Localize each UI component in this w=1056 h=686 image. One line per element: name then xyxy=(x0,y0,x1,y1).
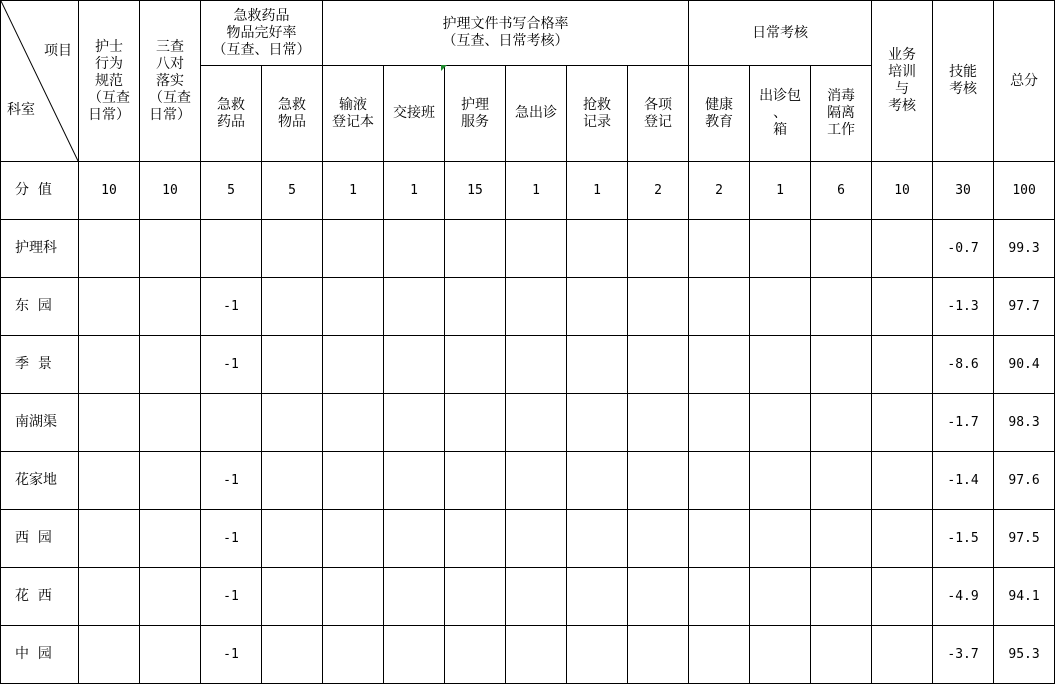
department-row xyxy=(1,626,1055,684)
empty-cell xyxy=(872,336,933,394)
empty-cell xyxy=(140,394,201,452)
empty-cell xyxy=(872,394,933,452)
department-name: 东 园 xyxy=(1,278,79,336)
empty-cell xyxy=(811,568,872,626)
empty-cell xyxy=(506,394,567,452)
empty-cell xyxy=(323,626,384,684)
empty-cell xyxy=(750,626,811,684)
empty-cell xyxy=(811,278,872,336)
empty-cell xyxy=(323,220,384,278)
empty-cell xyxy=(140,278,201,336)
empty-cell xyxy=(811,394,872,452)
empty-cell xyxy=(140,510,201,568)
empty-cell xyxy=(872,220,933,278)
empty-cell xyxy=(689,278,750,336)
emergency-drugs-deduction xyxy=(201,220,262,278)
emergency-drugs-deduction: -1 xyxy=(201,278,262,336)
empty-cell xyxy=(323,278,384,336)
emergency-drugs-deduction: -1 xyxy=(201,568,262,626)
empty-cell xyxy=(140,568,201,626)
empty-cell xyxy=(506,220,567,278)
empty-cell xyxy=(323,336,384,394)
score-value: 1 xyxy=(384,162,445,220)
skills-score: -1.5 xyxy=(933,510,994,568)
total-score: 98.3 xyxy=(994,394,1055,452)
total-score: 99.3 xyxy=(994,220,1055,278)
department-row xyxy=(1,394,1055,452)
empty-cell xyxy=(628,510,689,568)
score-value: 1 xyxy=(567,162,628,220)
empty-cell xyxy=(872,568,933,626)
score-value: 30 xyxy=(933,162,994,220)
empty-cell xyxy=(79,394,140,452)
header-handover: 交接班 xyxy=(384,66,445,162)
score-value: 10 xyxy=(872,162,933,220)
total-score: 95.3 xyxy=(994,626,1055,684)
empty-cell xyxy=(689,394,750,452)
score-row-label: 分 值 xyxy=(1,162,79,220)
department-name: 季 景 xyxy=(1,336,79,394)
skills-score: -1.7 xyxy=(933,394,994,452)
empty-cell xyxy=(445,510,506,568)
empty-cell xyxy=(506,626,567,684)
header-infusion: 输液 登记本 xyxy=(323,66,384,162)
empty-cell xyxy=(689,452,750,510)
department-row xyxy=(1,452,1055,510)
skills-score: -8.6 xyxy=(933,336,994,394)
header-emergency-visit: 急出诊 xyxy=(506,66,567,162)
empty-cell xyxy=(628,220,689,278)
empty-cell xyxy=(750,568,811,626)
empty-cell xyxy=(445,278,506,336)
skills-score: -4.9 xyxy=(933,568,994,626)
emergency-drugs-deduction: -1 xyxy=(201,452,262,510)
header-rescue-record: 抢救 记录 xyxy=(567,66,628,162)
empty-cell xyxy=(445,568,506,626)
emergency-drugs-deduction xyxy=(201,394,262,452)
empty-cell xyxy=(811,220,872,278)
empty-cell xyxy=(262,220,323,278)
empty-cell xyxy=(750,278,811,336)
empty-cell xyxy=(323,394,384,452)
empty-cell xyxy=(689,568,750,626)
empty-cell xyxy=(140,336,201,394)
score-value: 1 xyxy=(506,162,567,220)
empty-cell xyxy=(567,452,628,510)
empty-cell xyxy=(811,626,872,684)
empty-cell xyxy=(262,336,323,394)
empty-cell xyxy=(262,394,323,452)
header-disinfection: 消毒 隔离 工作 xyxy=(811,66,872,162)
empty-cell xyxy=(506,452,567,510)
total-score: 97.7 xyxy=(994,278,1055,336)
empty-cell xyxy=(628,452,689,510)
empty-cell xyxy=(811,510,872,568)
empty-cell xyxy=(506,336,567,394)
empty-cell xyxy=(872,278,933,336)
empty-cell xyxy=(750,220,811,278)
empty-cell xyxy=(750,510,811,568)
score-row xyxy=(1,162,1055,220)
empty-cell xyxy=(567,394,628,452)
empty-cell xyxy=(79,568,140,626)
corner-header-cell xyxy=(1,1,79,162)
total-score: 90.4 xyxy=(994,336,1055,394)
department-name: 花家地 xyxy=(1,452,79,510)
empty-cell xyxy=(384,394,445,452)
empty-cell xyxy=(79,510,140,568)
empty-cell xyxy=(872,510,933,568)
empty-cell xyxy=(567,278,628,336)
empty-cell xyxy=(262,278,323,336)
empty-cell xyxy=(750,336,811,394)
corner-department-label: 科室 xyxy=(7,102,35,118)
empty-cell xyxy=(628,394,689,452)
skills-score: -3.7 xyxy=(933,626,994,684)
total-score: 94.1 xyxy=(994,568,1055,626)
skills-score: -1.4 xyxy=(933,452,994,510)
header-registers: 各项 登记 xyxy=(628,66,689,162)
empty-cell xyxy=(445,394,506,452)
header-daily-group: 日常考核 xyxy=(689,1,872,66)
header-nursing-service: 护理 服务 xyxy=(445,66,506,162)
header-total: 总分 xyxy=(994,1,1055,162)
skills-score: -0.7 xyxy=(933,220,994,278)
score-value: 10 xyxy=(140,162,201,220)
diagonal-divider xyxy=(1,1,79,162)
department-name: 南湖渠 xyxy=(1,394,79,452)
empty-cell xyxy=(445,452,506,510)
empty-cell xyxy=(567,220,628,278)
empty-cell xyxy=(506,510,567,568)
empty-cell xyxy=(262,510,323,568)
empty-cell xyxy=(262,568,323,626)
empty-cell xyxy=(445,220,506,278)
score-value: 1 xyxy=(750,162,811,220)
empty-cell xyxy=(628,568,689,626)
score-value: 5 xyxy=(201,162,262,220)
empty-cell xyxy=(811,336,872,394)
empty-cell xyxy=(689,220,750,278)
emergency-drugs-deduction: -1 xyxy=(201,626,262,684)
empty-cell xyxy=(262,626,323,684)
department-row xyxy=(1,220,1055,278)
empty-cell xyxy=(872,626,933,684)
empty-cell xyxy=(750,452,811,510)
empty-cell xyxy=(323,452,384,510)
empty-cell xyxy=(689,336,750,394)
empty-cell xyxy=(689,510,750,568)
empty-cell xyxy=(384,510,445,568)
empty-cell xyxy=(384,626,445,684)
total-score: 97.6 xyxy=(994,452,1055,510)
department-row xyxy=(1,278,1055,336)
empty-cell xyxy=(79,452,140,510)
header-training: 业务 培训 与 考核 xyxy=(872,1,933,162)
score-value: 2 xyxy=(628,162,689,220)
empty-cell xyxy=(750,394,811,452)
department-name: 护理科 xyxy=(1,220,79,278)
header-emergency-items: 急救 物品 xyxy=(262,66,323,162)
corner-item-label: 项目 xyxy=(44,43,72,59)
empty-cell xyxy=(262,452,323,510)
score-value: 5 xyxy=(262,162,323,220)
department-row xyxy=(1,336,1055,394)
empty-cell xyxy=(872,452,933,510)
header-behavior: 护士 行为 规范 （互查 日常） xyxy=(79,1,140,162)
header-emergency-group: 急救药品 物品完好率 （互查、日常） xyxy=(201,1,323,66)
empty-cell xyxy=(689,626,750,684)
department-row xyxy=(1,568,1055,626)
header-emergency-drugs: 急救 药品 xyxy=(201,66,262,162)
empty-cell xyxy=(79,278,140,336)
empty-cell xyxy=(140,626,201,684)
empty-cell xyxy=(384,452,445,510)
header-health-edu: 健康 教育 xyxy=(689,66,750,162)
empty-cell xyxy=(79,626,140,684)
score-value: 15 xyxy=(445,162,506,220)
empty-cell xyxy=(384,568,445,626)
header-check: 三查 八对 落实 （互查 日常） xyxy=(140,1,201,162)
empty-cell xyxy=(628,626,689,684)
empty-cell xyxy=(811,452,872,510)
empty-cell xyxy=(506,568,567,626)
score-value: 10 xyxy=(79,162,140,220)
empty-cell xyxy=(567,626,628,684)
score-value: 100 xyxy=(994,162,1055,220)
empty-cell xyxy=(79,336,140,394)
empty-cell xyxy=(79,220,140,278)
total-score: 97.5 xyxy=(994,510,1055,568)
empty-cell xyxy=(323,510,384,568)
header-docs-group: 护理文件书写合格率 （互查、日常考核） xyxy=(323,1,689,66)
cell-corner-marker xyxy=(441,65,447,71)
empty-cell xyxy=(506,278,567,336)
empty-cell xyxy=(384,336,445,394)
score-value: 1 xyxy=(323,162,384,220)
emergency-drugs-deduction: -1 xyxy=(201,336,262,394)
empty-cell xyxy=(140,452,201,510)
empty-cell xyxy=(445,336,506,394)
skills-score: -1.3 xyxy=(933,278,994,336)
department-row xyxy=(1,510,1055,568)
header-skills: 技能 考核 xyxy=(933,1,994,162)
emergency-drugs-deduction: -1 xyxy=(201,510,262,568)
empty-cell xyxy=(628,278,689,336)
empty-cell xyxy=(384,278,445,336)
score-value: 6 xyxy=(811,162,872,220)
department-name: 花 西 xyxy=(1,568,79,626)
empty-cell xyxy=(567,568,628,626)
department-name: 中 园 xyxy=(1,626,79,684)
header-visit-bag: 出诊包 、 箱 xyxy=(750,66,811,162)
empty-cell xyxy=(323,568,384,626)
empty-cell xyxy=(140,220,201,278)
empty-cell xyxy=(567,336,628,394)
empty-cell xyxy=(567,510,628,568)
empty-cell xyxy=(628,336,689,394)
empty-cell xyxy=(445,626,506,684)
department-name: 西 园 xyxy=(1,510,79,568)
score-value: 2 xyxy=(689,162,750,220)
empty-cell xyxy=(384,220,445,278)
